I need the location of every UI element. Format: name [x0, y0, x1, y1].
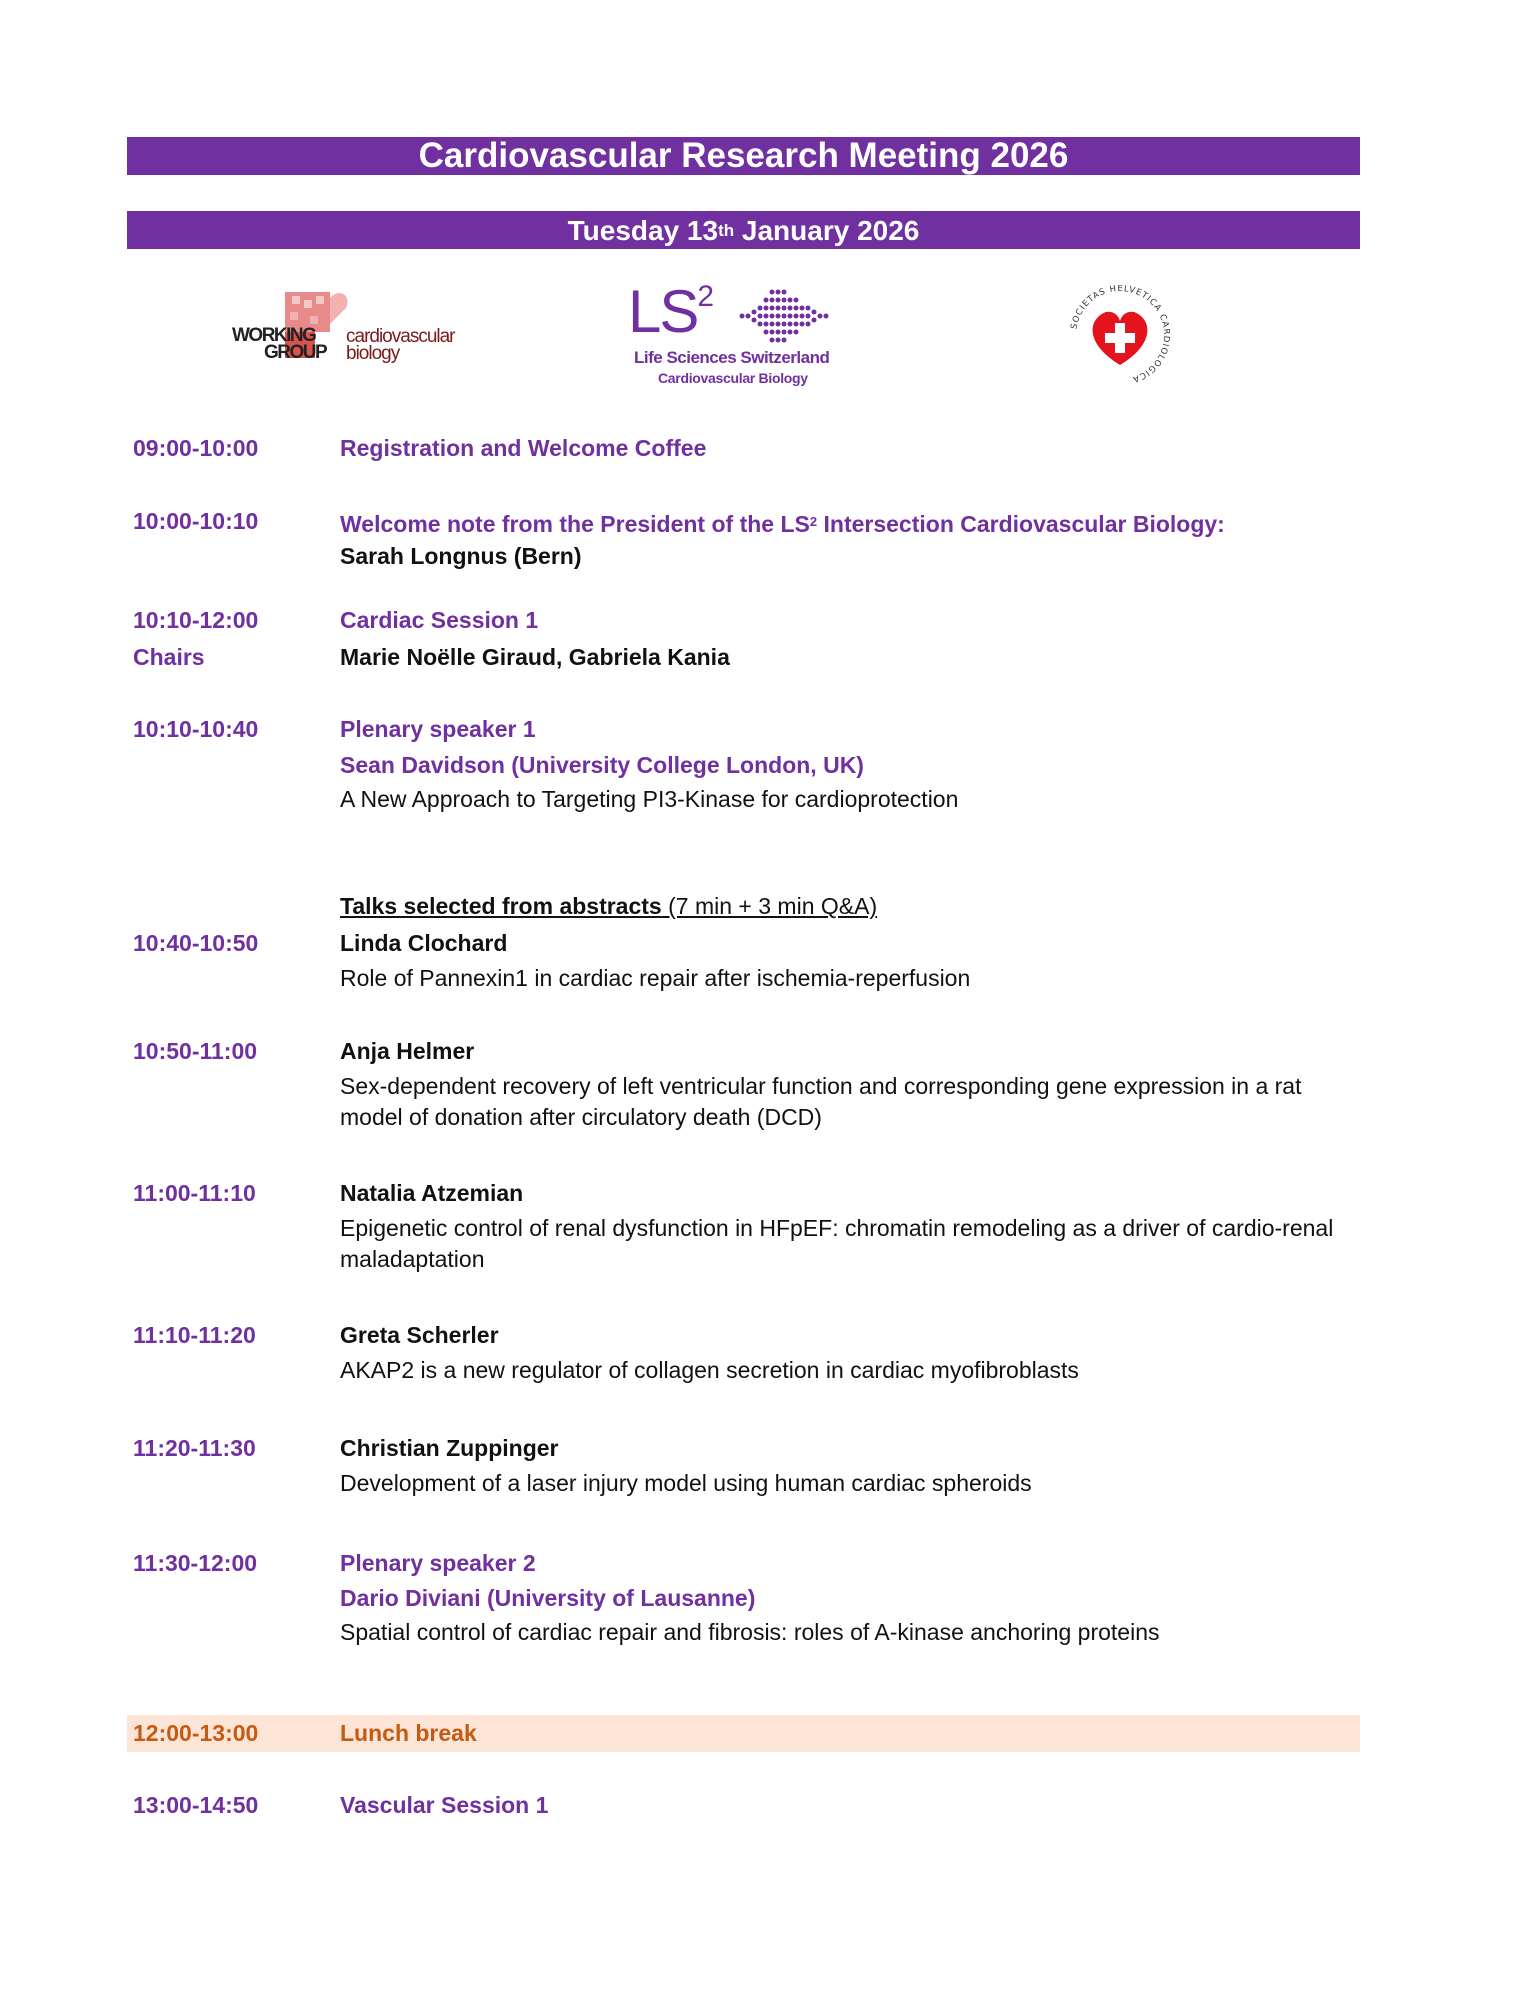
t1-talk: Role of Pannexin1 in cardiac repair after ischemia-reperfusion [340, 965, 971, 991]
t2-speaker: Anja Helmer [340, 1038, 475, 1064]
v1-time: 13:00-14:50 [133, 1792, 259, 1818]
t5-speaker: Christian Zuppinger [340, 1435, 559, 1461]
lunch-row-background [127, 1715, 1360, 1752]
ls2-dots-icon [736, 286, 856, 346]
talks-header-label: Talks selected from abstracts [340, 893, 662, 919]
ls2-logo [628, 278, 858, 392]
talks-header [340, 891, 1360, 922]
s1-title: Registration and Welcome Coffee [340, 435, 707, 461]
t1-speaker: Linda Clochard [340, 930, 508, 956]
t2-talk: Sex-dependent recovery of left ventricular function and corresponding gene expression in a rat model of donation after circulatory death (DCD) [340, 1073, 1302, 1130]
s2-title-b: Intersection Cardiovascular Biology: [817, 511, 1225, 537]
t1-time: 10:40-10:50 [133, 930, 259, 956]
s2-title-a: Welcome note from the President of the LS [340, 511, 810, 537]
s4-speaker: Sean Davidson (University College London, UK) [340, 752, 864, 778]
t4-talk: AKAP2 is a new regulator of collagen secretion in cardiac myofibroblasts [340, 1357, 1079, 1383]
t3-talk: Epigenetic control of renal dysfunction in HFpEF: chromatin remodeling as a driver of cardio-renal maladaptation [340, 1215, 1334, 1272]
ls2-sup: 2 [697, 280, 713, 313]
s2-speaker: Sarah Longnus (Bern) [340, 543, 582, 569]
ls2-line2: Cardiovascular Biology [658, 370, 808, 386]
day-title-bar [127, 211, 1360, 249]
p2-title: Plenary speaker 2 [340, 1550, 536, 1576]
ssc-heart-cross-icon [1060, 285, 1180, 385]
s4-talk: A New Approach to Targeting PI3-Kinase for cardioprotection [340, 786, 959, 812]
wg-right2: biology [346, 343, 400, 364]
working-group-logo [230, 288, 470, 368]
t5-time: 11:20-11:30 [133, 1435, 256, 1461]
t4-time: 11:10-11:20 [133, 1322, 256, 1348]
s1-time: 09:00-10:00 [133, 435, 259, 461]
lunch-time: 12:00-13:00 [133, 1720, 259, 1746]
v1-title: Vascular Session 1 [340, 1792, 549, 1818]
s4-time: 10:10-10:40 [133, 716, 259, 742]
p2-talk: Spatial control of cardiac repair and fibrosis: roles of A-kinase anchoring proteins [340, 1619, 1160, 1645]
s3-chairs: Marie Noëlle Giraud, Gabriela Kania [340, 644, 730, 670]
p2-time: 11:30-12:00 [133, 1550, 258, 1576]
day-title-suffix: January 2026 [734, 215, 920, 246]
t3-speaker: Natalia Atzemian [340, 1180, 524, 1206]
ssc-logo [1060, 285, 1180, 385]
meeting-title: Cardiovascular Research Meeting 2026 [418, 136, 1069, 175]
s2-title-sup: 2 [809, 514, 818, 529]
wg-line2: GROUP [264, 342, 327, 363]
meeting-title-bar [127, 137, 1360, 175]
s3-title: Cardiac Session 1 [340, 607, 539, 633]
wg-line1: WORKING [232, 325, 316, 346]
t4-speaker: Greta Scherler [340, 1322, 499, 1348]
s4-title: Plenary speaker 1 [340, 716, 536, 742]
ls2-line1: Life Sciences Switzerland [634, 348, 830, 367]
day-title-sup: th [718, 221, 735, 240]
ls2-main: LS [628, 278, 698, 345]
t3-time: 11:00-11:10 [133, 1180, 256, 1206]
wg-right1: cardiovascular [346, 326, 455, 347]
t2-time: 10:50-11:00 [133, 1038, 258, 1064]
s3-chairs-label: Chairs [133, 644, 205, 670]
lunch-title: Lunch break [340, 1720, 477, 1746]
s2-title [340, 511, 1225, 538]
ssc-ring-text: SOCIETAS HELVETICA CARDIOLOGICA [1069, 285, 1172, 385]
talks-header-note: (7 min + 3 min Q&A) [661, 893, 878, 919]
t5-talk: Development of a laser injury model using human cardiac spheroids [340, 1470, 1032, 1496]
s3-time: 10:10-12:00 [133, 607, 259, 633]
day-title-prefix: Tuesday 13 [567, 215, 719, 246]
s2-time: 10:00-10:10 [133, 508, 259, 534]
p2-speaker: Dario Diviani (University of Lausanne) [340, 1585, 756, 1611]
